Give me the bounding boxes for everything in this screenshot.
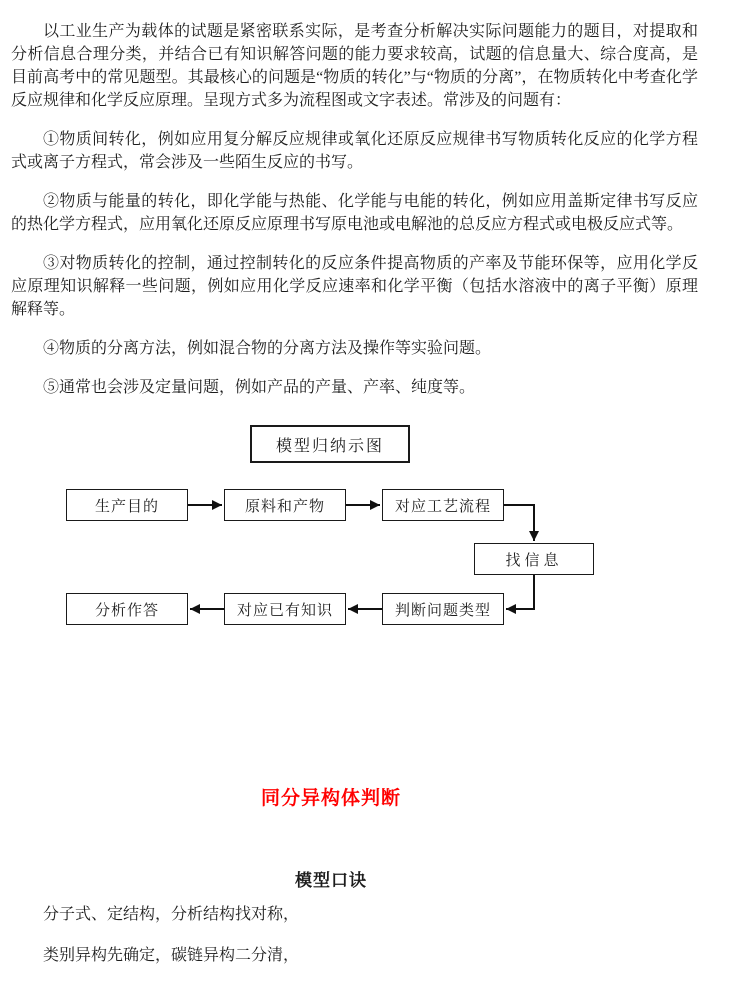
- intro-paragraph-4: ③对物质转化的控制，通过控制转化的反应条件提高物质的产率及节能环保等，应用化学反应原理知识解释一些问题，例如应用化学反应速率和化学平衡（包括水溶液中的离子平衡）原理解释等。: [11, 255, 698, 318]
- intro-paragraph-1: 以工业生产为载体的试题是紧密联系实际，是考查分析解决实际问题能力的题目，对提取和分析信息合理分类，并结合已有知识解答问题的能力要求较高，试题的信息量大、综合度高，是目前高考中的常见题型。其最核心的问题是“物质的转化”与“物质的分离”，在物质转化中考查化学反应规律和化学反应原理。呈现方式多为流程图或文字表述。常涉及的问题有：: [11, 23, 698, 109]
- intro-paragraph-3: ②物质与能量的转化，即化学能与热能、化学能与电能的转化，例如应用盖斯定律书写反应的热化学方程式，应用氧化还原反应原理书写原电池或电解池的总反应方程式或电极反应式等。: [11, 193, 698, 233]
- intro-paragraph-6: ⑤通常也会涉及定量问题，例如产品的产量、产率、纯度等。: [43, 379, 476, 396]
- arrow-n4-n5: [506, 575, 534, 609]
- flow-node-analyze-answer: 分析作答: [66, 593, 188, 625]
- section-subtitle-model-mnemonic: 模型口诀: [295, 871, 367, 890]
- intro-section: [11, 20, 698, 415]
- flow-node-existing-knowledge: 对应已有知识: [224, 593, 346, 625]
- arrow-n3-n4: [504, 505, 534, 541]
- mnemonic-lines: [11, 903, 698, 985]
- flow-node-raw-and-product: 原料和产物: [224, 489, 346, 521]
- intro-paragraph-2: ①物质间转化，例如应用复分解反应规律或氧化还原反应规律书写物质转化反应的化学方程式或离子方程式，常会涉及一些陌生反应的书写。: [11, 131, 698, 171]
- flowchart-title-box: 模型归纳示图: [250, 425, 410, 463]
- flow-node-judge-question: 判断问题类型: [382, 593, 504, 625]
- mnemonic-line-1: 分子式、定结构，分析结构找对称，: [43, 906, 300, 923]
- flow-node-production-goal: 生产目的: [66, 489, 188, 521]
- flow-node-process-flow: 对应工艺流程: [382, 489, 504, 521]
- mnemonic-line-2: 类别异构先确定，碳链异构二分清，: [43, 947, 300, 964]
- intro-paragraph-5: ④物质的分离方法，例如混合物的分离方法及操作等实验问题。: [43, 340, 492, 357]
- section-title-isomer-judgement: 同分异构体判断: [260, 788, 401, 809]
- flow-node-find-info: 找信息: [474, 543, 594, 575]
